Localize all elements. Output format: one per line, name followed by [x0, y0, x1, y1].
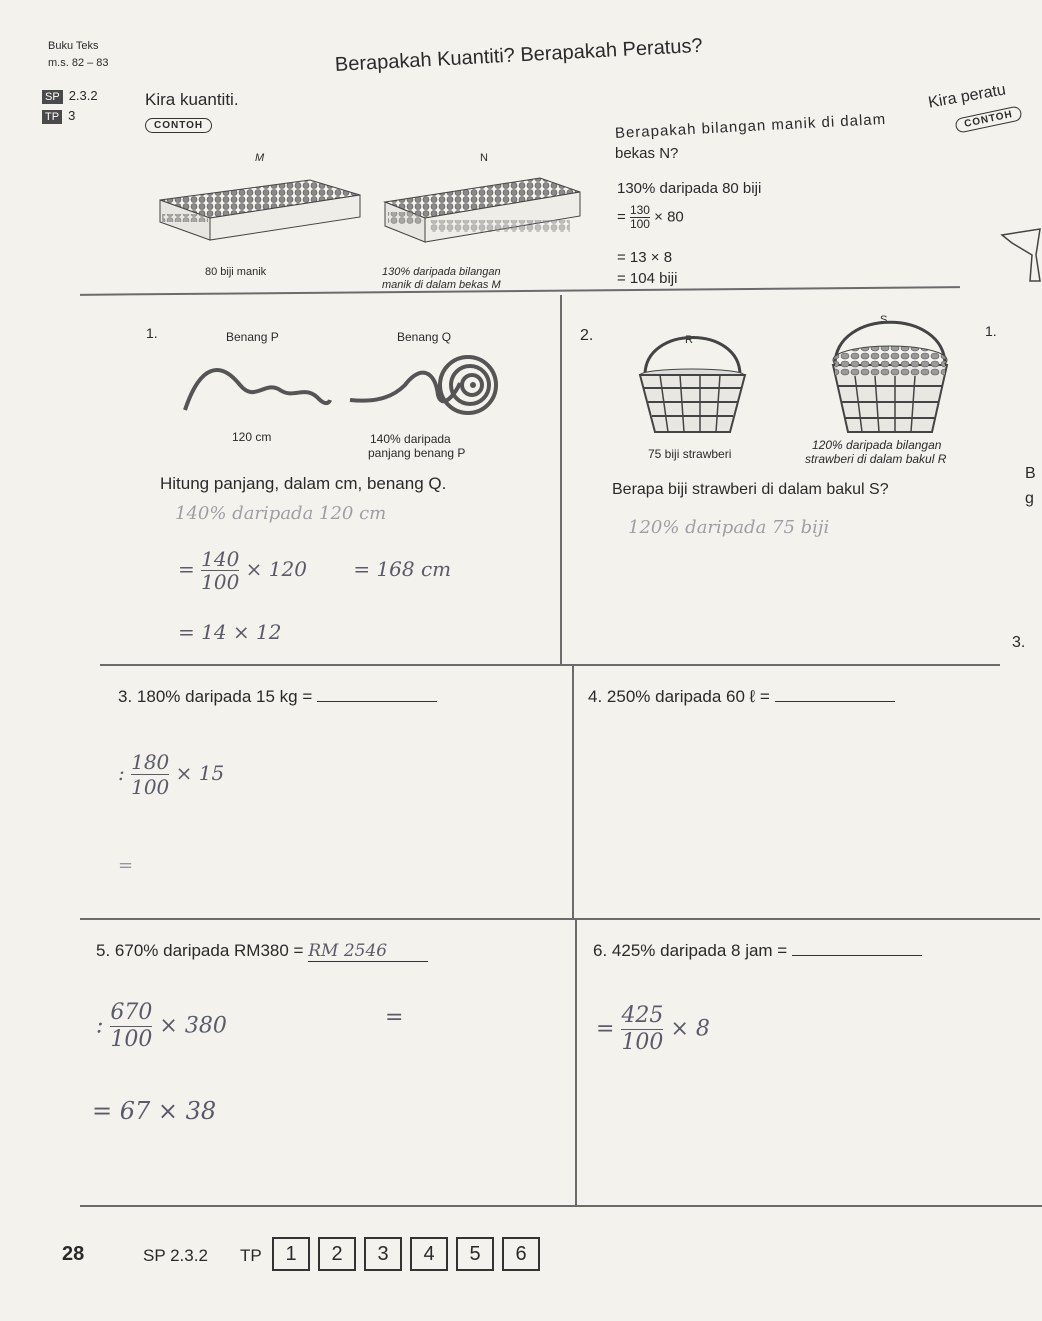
q6-work [596, 1003, 710, 1056]
q1-work-2-result: = 168 cm [353, 557, 452, 581]
tp-box-4[interactable]: 4 [410, 1237, 448, 1271]
q3-text: 180% daripada 15 kg = [136, 687, 313, 706]
caption-n-1: 130% daripada bilangan [382, 266, 501, 278]
q4-answer-blank[interactable] [775, 701, 895, 702]
right-letter-b: B [1025, 465, 1036, 482]
tp-box-2[interactable]: 2 [318, 1237, 356, 1271]
page-title: Berapakah Kuantiti? Berapakah Peratus? [334, 34, 704, 76]
section-heading: Kira kuantiti. [145, 90, 239, 109]
q5-text: 670% daripada RM380 = [114, 941, 304, 960]
q6-work-multiplier: × 8 [670, 1016, 710, 1042]
page-reference: m.s. 82 – 83 [48, 57, 109, 69]
label-m: M [255, 152, 265, 164]
q3-label: 3. [118, 687, 133, 706]
label-benang-q: Benang Q [397, 330, 452, 344]
q2-number: 2. [580, 327, 594, 344]
right-number-3: 3. [1012, 634, 1026, 651]
caption-n-2: manik di dalam bekas M [382, 279, 501, 291]
q3-work-numerator: 180 [131, 750, 170, 774]
q2-question: Berapa biji strawberi di dalam bakul S? [612, 481, 889, 498]
q6-work-equals: = [596, 1016, 615, 1042]
label-s: S [880, 314, 888, 326]
tp-level-boxes [272, 1237, 548, 1271]
q5-work-2: = 67 × 38 [92, 1097, 217, 1125]
divider-lower [80, 918, 1040, 920]
divider-vertical-upper [560, 295, 562, 665]
book-label: Buku Teks [48, 40, 99, 52]
q3-work: : $\frac{180}{100}$ × 15 [118, 750, 225, 799]
bead-containers-illustration [150, 140, 590, 270]
label-benang-p: Benang P [226, 330, 279, 344]
contoh-badge: CONTOH [145, 118, 212, 133]
divider-bottom [80, 1205, 1042, 1207]
q6-question [593, 941, 922, 961]
label-n: N [480, 152, 488, 164]
footer-tp: TP [240, 1246, 262, 1265]
right-letter-g: g [1025, 490, 1034, 507]
example-question-2: bekas N? [615, 145, 679, 162]
divider-vertical-middle [572, 664, 574, 919]
tp-box-1[interactable]: 1 [272, 1237, 310, 1271]
page-number: 28 [62, 1243, 85, 1265]
q5-work-multiplier: × 380 [159, 1013, 227, 1039]
caption-s-1: 120% daripada bilangan [812, 438, 942, 452]
tp-box-3[interactable]: 3 [364, 1237, 402, 1271]
q5-answer[interactable]: RM 2546 [308, 941, 428, 962]
q3-question [118, 687, 437, 707]
example-question-1: Berapakah bilangan manik di dalam [614, 110, 887, 142]
q1-work-2-denominator: 100 [201, 570, 240, 594]
label-r: R [685, 334, 693, 346]
example-step-3: = 13 × 8 [617, 249, 673, 266]
baskets-illustration [630, 320, 960, 440]
q4-label: 4. [588, 687, 603, 706]
q1-number: 1. [146, 325, 158, 341]
caption-r: 75 biji strawberi [648, 447, 732, 461]
divider-middle [100, 664, 1000, 666]
q1-work-3: = 14 × 12 [178, 620, 282, 644]
tp-indicator [42, 108, 75, 124]
tp-tag: TP [42, 110, 62, 124]
sp-indicator [42, 88, 98, 104]
q5-work-numerator: 670 [110, 1000, 153, 1025]
threads-illustration [180, 355, 510, 425]
q5-label: 5. [96, 941, 111, 960]
sp-tag: SP [42, 90, 63, 104]
right-heading: Kira peratu [927, 81, 1008, 112]
example-step-2-numerator: 130 [629, 203, 650, 217]
q6-label: 6. [593, 941, 608, 960]
tp-box-6[interactable]: 6 [502, 1237, 540, 1271]
tp-level: 3 [68, 108, 76, 123]
q5-work: : $\frac{670}{100}$ × 380 [96, 1000, 227, 1052]
example-step-2-multiplier: × 80 [654, 208, 684, 226]
q3-answer-blank[interactable] [317, 701, 437, 702]
cut-off-illustration [1000, 225, 1042, 285]
caption-benang-q-1: 140% daripada [370, 432, 451, 446]
q6-text: 425% daripada 8 jam = [611, 941, 788, 960]
q2-work-1: 120% daripada 75 biji [628, 517, 830, 538]
example-step-2: = $\frac{130}{100}$ × 80 [617, 203, 684, 231]
footer-sp: SP 2.3.2 [143, 1246, 208, 1265]
q3-work-denominator: 100 [131, 775, 170, 799]
divider-vertical-lower [575, 918, 577, 1206]
q6-answer-blank[interactable] [792, 955, 922, 956]
q1-work-1: 140% daripada 120 cm [175, 503, 387, 524]
q1-work-2-numerator: 140 [201, 547, 240, 571]
caption-benang-p: 120 cm [232, 430, 272, 444]
q3-work-equals: = [118, 855, 134, 876]
q1-work-2: = $\frac{140}{100}$ × 120 = 168 cm [178, 547, 452, 594]
q5-question [96, 941, 428, 962]
caption-benang-q-2: panjang benang P [368, 446, 466, 460]
caption-s-2: strawberi di dalam bakul R [805, 452, 947, 466]
q1-question: Hitung panjang, dalam cm, benang Q. [160, 474, 447, 493]
example-step-4: = 104 biji [617, 270, 678, 287]
q3-work-multiplier: × 15 [175, 761, 225, 785]
q5-work-equals: = [385, 1005, 404, 1030]
q6-work-denominator: 100 [621, 1030, 664, 1055]
q4-question [588, 687, 895, 707]
right-number-1: 1. [985, 323, 997, 339]
sp-code: 2.3.2 [68, 88, 98, 103]
example-step-2-denominator: 100 [629, 217, 650, 231]
right-contoh-badge: CONTOH [954, 105, 1023, 134]
q1-work-2-multiplier: × 120 [245, 557, 307, 581]
q6-work-numerator: 425 [621, 1003, 664, 1028]
example-step-1: 130% daripada 80 biji [617, 180, 762, 197]
q5-work-denominator: 100 [110, 1027, 153, 1052]
tp-box-5[interactable]: 5 [456, 1237, 494, 1271]
divider-top [80, 286, 960, 296]
caption-m: 80 biji manik [205, 266, 267, 278]
q4-text: 250% daripada 60 ℓ = [606, 687, 770, 706]
